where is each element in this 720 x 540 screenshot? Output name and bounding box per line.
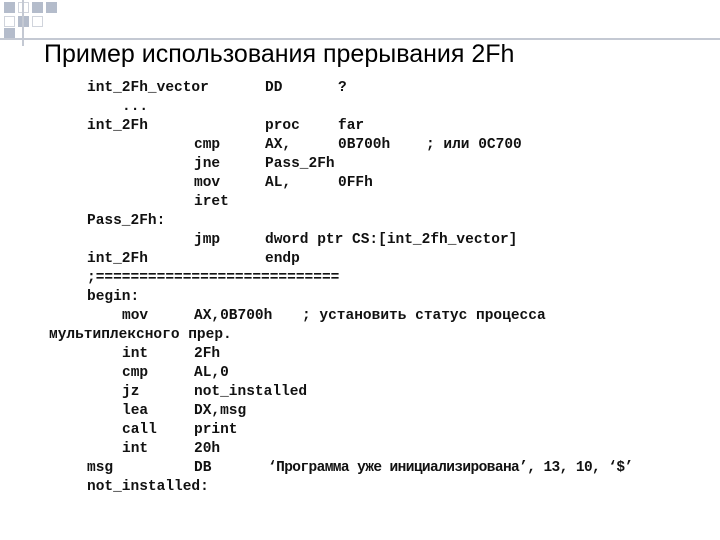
code-operand: 2Fh (194, 346, 221, 362)
code-instruction: cmp (122, 365, 149, 381)
code-operand: 0B700h (338, 137, 391, 153)
code-operand: 0FFh (338, 175, 373, 191)
code-instruction: int (122, 441, 149, 457)
code-directive: DD (265, 80, 283, 96)
code-instruction: jne (194, 156, 221, 172)
code-operand: AX,0B700h (194, 308, 273, 324)
code-operand: AL, (265, 175, 292, 191)
code-instruction: mov (122, 308, 149, 324)
code-operand: dword ptr CS:[int_2fh_vector] (265, 232, 518, 248)
code-comment: ; или 0C700 (426, 137, 522, 153)
code-instruction: call (122, 422, 157, 438)
code-operand: DX,msg (194, 403, 247, 419)
code-label: int_2Fh (87, 118, 148, 134)
code-instruction: lea (122, 403, 149, 419)
code-instruction: jmp (194, 232, 221, 248)
code-directive: DB (194, 460, 212, 476)
code-comment: ; установить статус процесса (302, 308, 546, 324)
code-operand: Pass_2Fh (265, 156, 335, 172)
code-string: ‘Программа уже инициализирована’, 13, 10, ‘$’ (268, 460, 633, 476)
code-operand: AL,0 (194, 365, 229, 381)
code-directive: proc (265, 118, 300, 134)
code-label: Pass_2Fh: (87, 213, 166, 229)
code-label: begin: (87, 289, 140, 305)
code-directive: endp (265, 251, 300, 267)
code-operand: ? (338, 80, 347, 96)
code-operand: print (194, 422, 238, 438)
code-label: msg (87, 460, 114, 476)
code-instruction: jz (122, 384, 140, 400)
code-label: int_2Fh_vector (87, 80, 209, 96)
code-comment: мультиплексного прер. (49, 327, 232, 343)
code-separator: ;============================ (87, 270, 340, 286)
code-instruction: iret (194, 194, 229, 210)
slide-title: Пример использования прерывания 2Fh (44, 40, 515, 68)
code-operand: AX, (265, 137, 292, 153)
code-operand: not_installed (194, 384, 308, 400)
code-instruction: int (122, 346, 149, 362)
code-ellipsis: ... (122, 99, 149, 115)
code-instruction: cmp (194, 137, 221, 153)
code-operand: 20h (194, 441, 221, 457)
code-operand: far (338, 118, 365, 134)
code-label: int_2Fh (87, 251, 148, 267)
code-instruction: mov (194, 175, 221, 191)
code-label: not_installed: (87, 479, 209, 495)
